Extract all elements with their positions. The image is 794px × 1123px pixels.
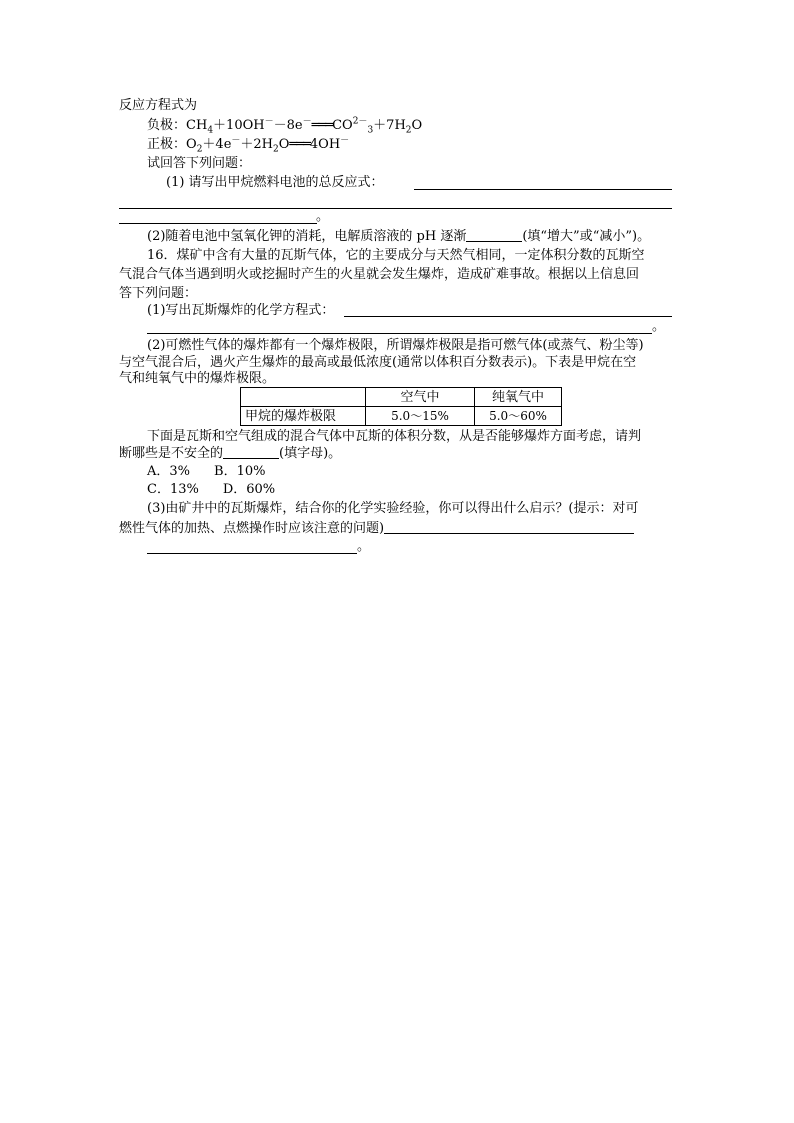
answer-blank-16-3b[interactable] [147,553,357,554]
option-d: D．60% [222,482,276,497]
answer-blank-16-1a[interactable] [344,316,672,317]
problem-16-line-2: 气混合气体当遇到明火或挖掘时产生的火星就会发生爆炸，造成矿难事故。根据以上信息回 [119,267,640,282]
question-16-2b-line-1: 下面是瓦斯和空气组成的混合气体中瓦斯的体积分数，从是否能够爆炸方面考虑，请判 [147,429,642,444]
option-c: C．13% [147,482,199,497]
question-16-1: (1)写出瓦斯爆炸的化学方程式： [147,303,335,318]
positive-electrode-equation: 正极：$O_2+4e^-+2H_2O═══4OH^-$ [147,135,350,155]
option-a: A．3% [147,464,191,479]
negative-electrode-equation: 负极：$CH_4+10OH^--8e^-═══CO^{2-}_3+7H_2O$ [147,116,423,136]
table-header-cell: 空气中 [366,388,475,407]
problem-16-line-3: 答下列问题： [119,286,198,301]
answer-blank-1c[interactable] [119,223,317,224]
period-mark: 。 [316,209,330,224]
table-header-cell [241,388,366,407]
table-row [241,407,562,426]
question-16-2b-line-2: 断哪些是不安全的 (填字母)。 [119,446,342,461]
answer-blank-1a[interactable] [414,189,672,190]
options-row-1 [147,463,265,481]
table-cell: 5.0～15% [366,407,475,426]
answer-blank-16-3a[interactable] [384,520,634,534]
answer-blank-16-1b[interactable] [147,333,652,334]
answer-blank-1b[interactable] [119,208,672,209]
table-cell: 5.0～60% [475,407,562,426]
answer-blank-2[interactable] [466,228,522,242]
table-header-row [241,388,562,407]
question-16-3-line-1: (3)由矿井中的瓦斯爆炸，结合你的化学实验经验，你可以得出什么启示？(提示：对可 [147,501,639,516]
question-16-3-line-2: 燃性气体的加热、点燃操作时应该注意的问题) [119,520,634,538]
table-header-cell: 纯氧气中 [475,388,562,407]
question-1: (1) 请写出甲烷燃料电池的总反应式： [166,175,384,190]
period-mark: 。 [652,319,666,334]
question-16-2-line-2: 与空气混合后，遇火产生爆炸的最高或最低浓度(通常以体积百分数表示)。下表是甲烷在空 [119,355,637,370]
table-cell: 甲烷的爆炸极限 [241,407,366,426]
options-row-2 [147,481,275,499]
answer-blank-16-2[interactable] [223,445,279,459]
problem-16-line-1: 16．煤矿中含有大量的瓦斯气体，它的主要成分与天然气相同，一定体积分数的瓦斯空 [147,248,645,263]
intro-text: 反应方程式为 [119,98,198,113]
question-16-2-line-1: (2)可燃性气体的爆炸都有一个爆炸极限，所谓爆炸极限是指可燃气体(或蒸气、粉尘等) [147,338,644,353]
question-16-2-line-3: 气和纯氧气中的爆炸极限。 [119,371,276,386]
option-b: B．10% [214,464,266,479]
question-intro: 试回答下列问题： [147,156,252,171]
question-2: (2)随着电池中氢氧化钾的消耗，电解质溶液的 pH 逐渐 (填“增大”或“减小”)。 [147,229,651,244]
period-mark: 。 [357,539,371,554]
explosion-limit-table [240,387,562,426]
